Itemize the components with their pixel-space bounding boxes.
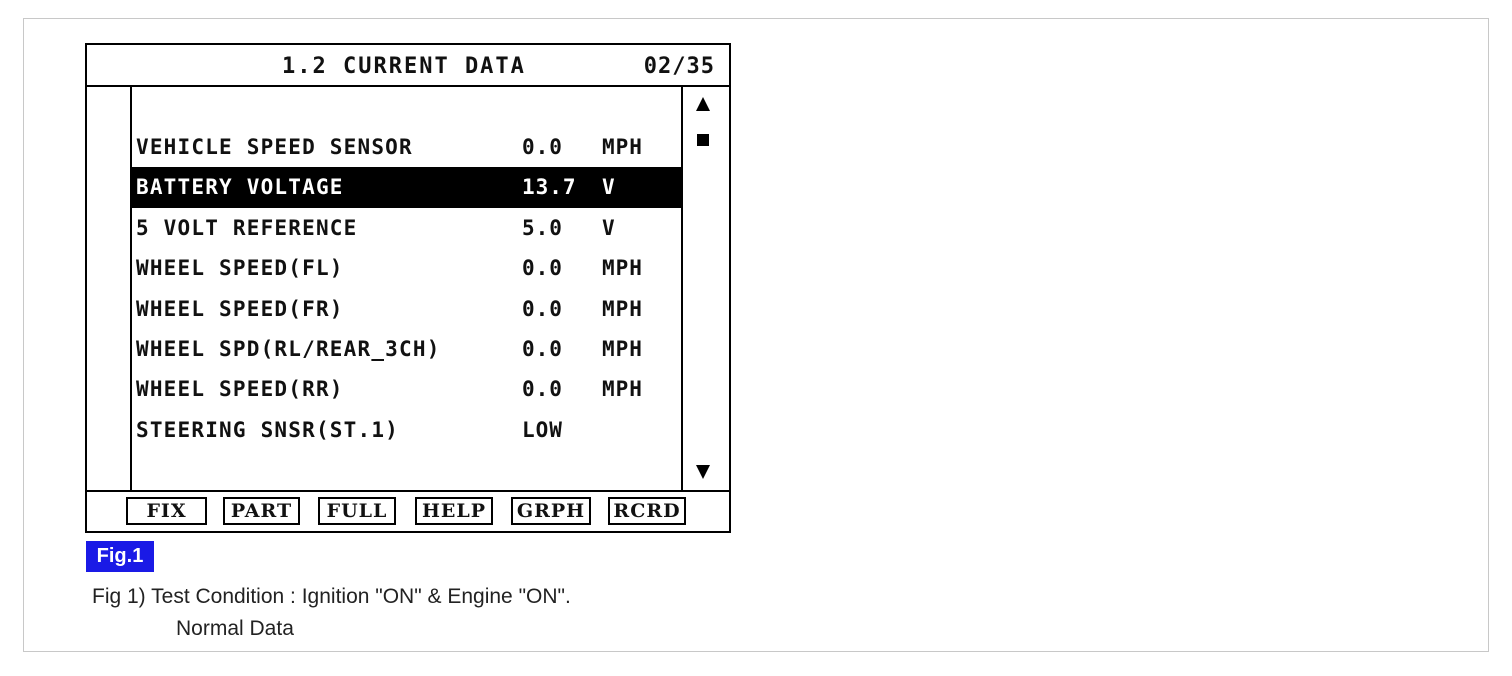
row-value: LOW (522, 417, 563, 442)
row-unit: MPH (602, 135, 643, 159)
scan-tool-screen (85, 43, 731, 533)
row-label: WHEEL SPEED(FR) (136, 296, 344, 321)
row-value: 0.0 (522, 256, 563, 281)
record-button[interactable]: RCRD (608, 497, 686, 525)
data-row-battery-voltage[interactable] (132, 167, 681, 207)
figure-caption-line2: Normal Data (176, 617, 294, 640)
help-button[interactable]: HELP (415, 497, 493, 525)
row-unit: MPH (602, 377, 643, 402)
title-bar (87, 45, 729, 87)
row-label: STEERING SNSR(ST.1) (136, 417, 400, 442)
fix-button[interactable]: FIX (126, 497, 207, 525)
row-value: 0.0 (522, 135, 563, 159)
row-unit: MPH (602, 296, 643, 321)
figure-caption-line1: Fig 1) Test Condition : Ignition "ON" & Engine "ON". (92, 585, 571, 608)
graph-button[interactable]: GRPH (511, 497, 591, 525)
full-button[interactable]: FULL (318, 497, 396, 525)
figure-tag: Fig.1 (86, 541, 154, 572)
part-button[interactable]: PART (223, 497, 300, 525)
row-value: 0.0 (522, 336, 563, 361)
row-value: 13.7 (522, 175, 577, 200)
scroll-down-icon[interactable] (696, 465, 710, 479)
data-row-wheel-speed-fl[interactable] (132, 248, 681, 288)
data-row-vehicle-speed[interactable] (132, 127, 681, 167)
data-row-5v-reference[interactable] (132, 208, 681, 248)
row-value: 0.0 (522, 296, 563, 321)
screen-title: 1.2 CURRENT DATA (282, 54, 526, 79)
row-label: VEHICLE SPEED SENSOR (136, 135, 413, 159)
row-unit: V (602, 215, 616, 240)
row-value: 0.0 (522, 377, 563, 402)
row-label: WHEEL SPEED(RR) (136, 377, 344, 402)
row-label: 5 VOLT REFERENCE (136, 215, 358, 240)
row-unit: MPH (602, 336, 643, 361)
row-label: WHEEL SPD(RL/REAR_3CH) (136, 336, 441, 361)
data-row-wheel-speed-rr[interactable] (132, 369, 681, 409)
row-unit: V (602, 175, 616, 200)
row-value: 5.0 (522, 215, 563, 240)
data-row-wheel-speed-fr[interactable] (132, 289, 681, 329)
data-row-wheel-speed-rl[interactable] (132, 329, 681, 369)
row-label: WHEEL SPEED(FL) (136, 256, 344, 281)
scroll-thumb-icon[interactable] (697, 134, 709, 146)
row-unit: MPH (602, 256, 643, 281)
scroll-up-icon[interactable] (696, 97, 710, 111)
data-row-steering-sensor[interactable] (132, 410, 681, 450)
data-list (132, 127, 681, 450)
function-key-bar (87, 490, 729, 531)
right-divider (681, 87, 683, 490)
page-indicator: 02/35 (643, 54, 715, 79)
row-label: BATTERY VOLTAGE (136, 175, 344, 200)
